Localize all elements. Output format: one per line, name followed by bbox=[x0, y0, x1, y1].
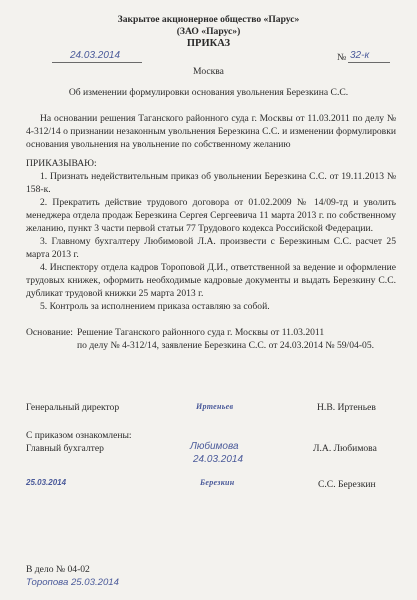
city: Москва bbox=[193, 66, 224, 77]
director-name: Н.В. Иртеньев bbox=[317, 402, 376, 413]
org-name: Закрытое акционерное общество «Парус» bbox=[117, 14, 300, 25]
accountant-signature: Любимова bbox=[190, 441, 239, 452]
order-word: ПРИКАЗЫВАЮ: bbox=[26, 158, 97, 169]
accountant-sign-date: 24.03.2014 bbox=[193, 454, 244, 465]
basis-label: Основание: bbox=[26, 327, 73, 338]
date-underline bbox=[52, 62, 142, 63]
order-item-1: 1. Признать недействительным приказ об увольнении Березкина С.С. от 19.11.2013 № 158-к. bbox=[26, 171, 396, 195]
order-item-3: 3. Главному бухгалтеру Любимовой Л.А. произвести с Березкиным С.С. расчет 25 марта 2013 г. bbox=[26, 236, 396, 260]
employee-signature: Березкин bbox=[200, 478, 235, 487]
order-number: 32-к bbox=[350, 50, 370, 61]
basis-line-1: Решение Таганского районного суда г. Москвы от 11.03.2011 bbox=[77, 327, 325, 338]
accountant-name: Л.А. Любимова bbox=[313, 443, 377, 454]
doc-type: ПРИКАЗ bbox=[186, 38, 231, 49]
subject: Об изменении формулировки основания увольнения Березкина С.С. bbox=[68, 87, 349, 98]
number-underline bbox=[348, 62, 390, 63]
preamble: На основании решения Таганского районного суда г. Москвы от 11.03.2011 по делу № 4-312/14 о признании незаконным увольнения Березкина С.С. и изменении формулировки основания увольнения на увольнение по собственному желанию bbox=[26, 113, 396, 150]
employee-sign-date: 25.03.2014 bbox=[26, 478, 67, 487]
accountant-title: Главный бухгалтер bbox=[26, 443, 104, 454]
order-item-4: 4. Инспектору отдела кадров Тороповой Д.И., ответственной за ведение и оформление трудовых книжек, оформить необходимые кадровые документы и выдать Березкину С.С. дубликат трудовой книжки 25 марта 2013 г. bbox=[26, 262, 396, 299]
org-short-name: (ЗАО «Парус») bbox=[176, 26, 241, 37]
acquainted-heading: С приказом ознакомлены: bbox=[26, 430, 132, 441]
director-signature: Иртеньев bbox=[196, 402, 234, 411]
order-date: 24.03.2014 bbox=[70, 50, 121, 61]
order-item-2: 2. Прекратить действие трудового договора от 01.02.2009 № 14/09-тд и уволить менеджера отдела продаж Березкина Сергея Сергеевича 11 марта 2013 г. по собственному желанию, пункт 3 части первой статьи 77 Трудового кодекса Российской Федерации. bbox=[26, 197, 396, 234]
number-prefix: № bbox=[337, 52, 347, 63]
filing-mark: Торопова 25.03.2014 bbox=[26, 577, 119, 588]
basis-line-2: по делу № 4-312/14, заявление Березкина С.С. от 24.03.2014 № 59/04-05. bbox=[77, 340, 375, 351]
filing-case: В дело № 04-02 bbox=[26, 564, 90, 575]
employee-name: С.С. Березкин bbox=[318, 479, 376, 490]
order-item-5: 5. Контроль за исполнением приказа оставляю за собой. bbox=[40, 301, 270, 312]
director-title: Генеральный директор bbox=[26, 402, 120, 413]
